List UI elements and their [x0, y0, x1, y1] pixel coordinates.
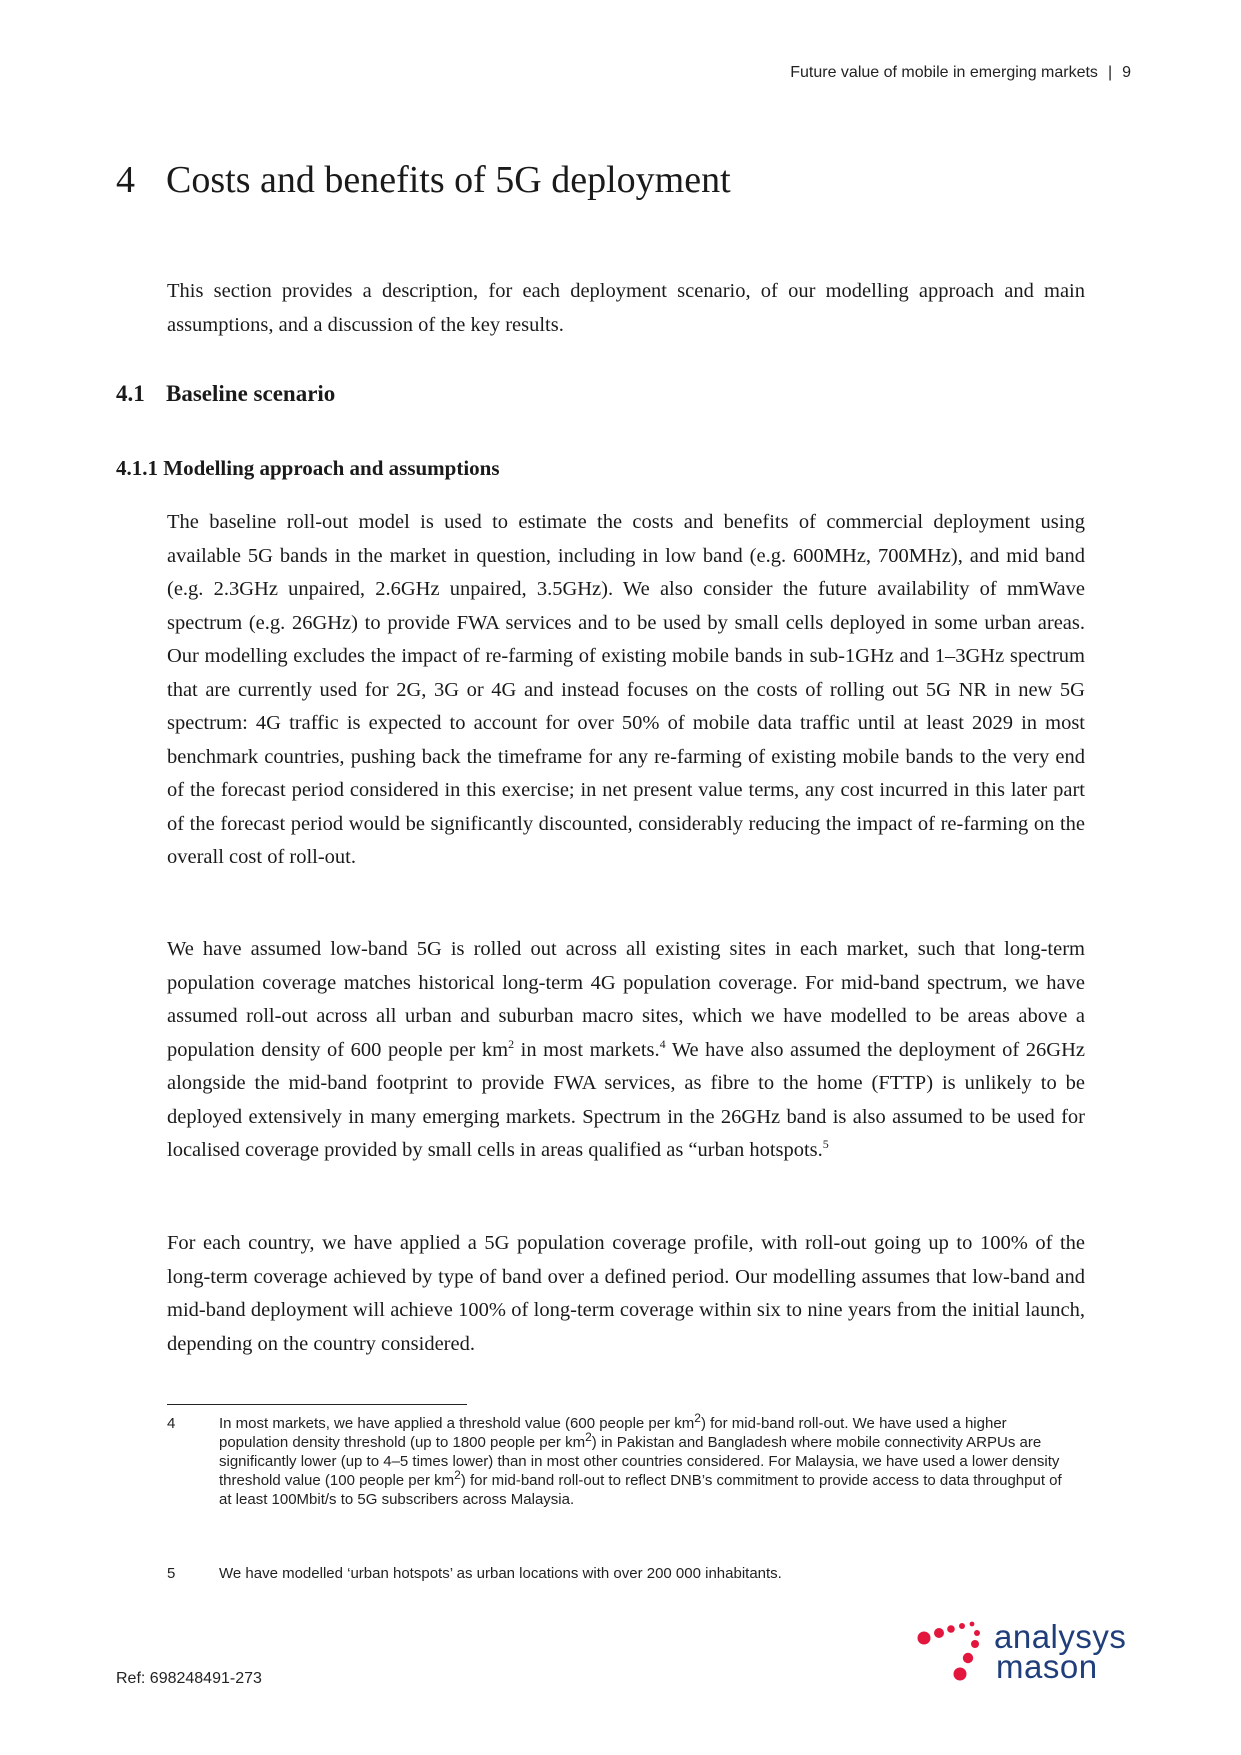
superscript: 2	[585, 1430, 592, 1444]
body-paragraph-1: The baseline roll-out model is used to estimate the costs and benefits of commercial deployment using available 5G bands in the market in question, including in low band (e.g. 600MHz, 700MHz), and mid band (e.g. 2.3GHz unpaired, 2.6GHz unpaired, 3.5GHz). We also consider the future availability of mmWave spectrum (e.g. 26GHz) to provide FWA services and to be used by small cells deployed in some urban areas. Our modelling excludes the impact of re-farming of existing mobile bands in sub-1GHz and 1–3GHz spectrum that are currently used for 2G, 3G or 4G and instead focuses on the costs of rolling out 5G NR in new 5G spectrum: 4G traffic is expected to account for over 50% of mobile data traffic until at least 2029 in most benchmark countries, pushing back the timeframe for any re-farming of existing mobile bands to the very end of the forecast period considered in this exercise; in net present value terms, any cost incurred in this later part of the forecast period would be significantly discounted, considerably reducing the impact of re-farming on the overall cost of roll-out.	[167, 511, 1085, 868]
body-paragraph-2	[167, 933, 1085, 1168]
footnote-text	[219, 1411, 1072, 1509]
superscript: 2	[694, 1411, 701, 1425]
footnote-text-part: In most markets, we have applied a threshold value (600 people per km	[219, 1415, 695, 1432]
footnote-text: We have modelled ‘urban hotspots’ as urban locations with over 200 000 inhabitants.	[219, 1565, 782, 1582]
footnote-4	[167, 1411, 1072, 1509]
page-number: 9	[1122, 64, 1131, 81]
footnote-divider	[167, 1404, 467, 1405]
header-title: Future value of mobile in emerging markets	[790, 64, 1098, 81]
header-separator: |	[1107, 64, 1113, 81]
body-paragraph-3: For each country, we have applied a 5G population coverage profile, with roll-out going up to 100% of the long-term coverage achieved by type of band over a defined period. Our modelling assumes that low-band and mid-band deployment will achieve 100% of long-term coverage within six to nine years from the initial launch, depending on the country considered.	[167, 1232, 1085, 1355]
footnote-reference-4[interactable]: 4	[659, 1036, 666, 1051]
paragraph-text: We have also assumed the deployment of 26GHz alongside the mid-band footprint to provide FWA services, as fibre to the home (FTTP) is unlikely to be deployed extensively in many emerging markets. Spectrum in the 26GHz band is also assumed to be used for localised coverage provided by small cells in areas qualified as “urban hotspots.	[167, 1038, 1085, 1161]
section-heading	[116, 158, 731, 202]
subsection-heading	[116, 381, 335, 407]
paragraph-text: We have assumed low-band 5G is rolled out across all existing sites in each market, such that long-term population coverage matches historical long-term 4G population coverage. For mid-band spectrum, we have assumed roll-out across all urban and suburban macro sites, which we have modelled to be areas above a population density of 600 people per km	[167, 938, 1085, 1061]
footnote-reference-5[interactable]: 5	[822, 1137, 829, 1152]
footnote-text-part: ) for mid-band roll-out. We have used a higher population density threshold (up to 1800 people per km	[219, 1415, 1007, 1451]
section-number: 4	[116, 159, 135, 201]
logo-wordmark	[994, 1618, 1127, 1685]
footnote-5	[167, 1564, 1072, 1583]
footnote-number: 4	[167, 1415, 176, 1432]
section-intro-paragraph: This section provides a description, for each deployment scenario, of our modelling approach and main assumptions, and a discussion of the key results.	[167, 280, 1085, 336]
subsection-title: Baseline scenario	[166, 381, 336, 406]
footnote-text-part: ) in Pakistan and Bangladesh where mobile connectivity ARPUs are significantly lower (up to 4–5 times lower) than in most other countries considered. For Malaysia, we have used a lower density threshold value (100 people per km	[219, 1434, 1060, 1489]
footnote-number: 5	[167, 1565, 176, 1582]
logo-line-1: analysys	[994, 1618, 1127, 1655]
document-reference: Ref: 698248491-273	[116, 1670, 262, 1687]
section-title: Costs and benefits of 5G deployment	[166, 159, 731, 201]
superscript: 2	[454, 1468, 461, 1482]
subsection-number: 4.1	[116, 381, 145, 406]
analysys-mason-logo	[912, 1618, 1152, 1698]
superscript: 2	[508, 1036, 515, 1051]
footnote-text-part: ) for mid-band roll-out to reflect DNB’s commitment to provide access to data throughput of at least 100Mbit/s to 5G subscribers across Malaysia.	[219, 1472, 1062, 1508]
logo-dots-icon	[912, 1618, 992, 1698]
logo-line-2: mason	[996, 1648, 1098, 1685]
subsubsection-heading: 4.1.1 Modelling approach and assumptions	[116, 456, 500, 480]
paragraph-text: in most markets.	[514, 1038, 660, 1061]
running-header	[790, 64, 1131, 82]
